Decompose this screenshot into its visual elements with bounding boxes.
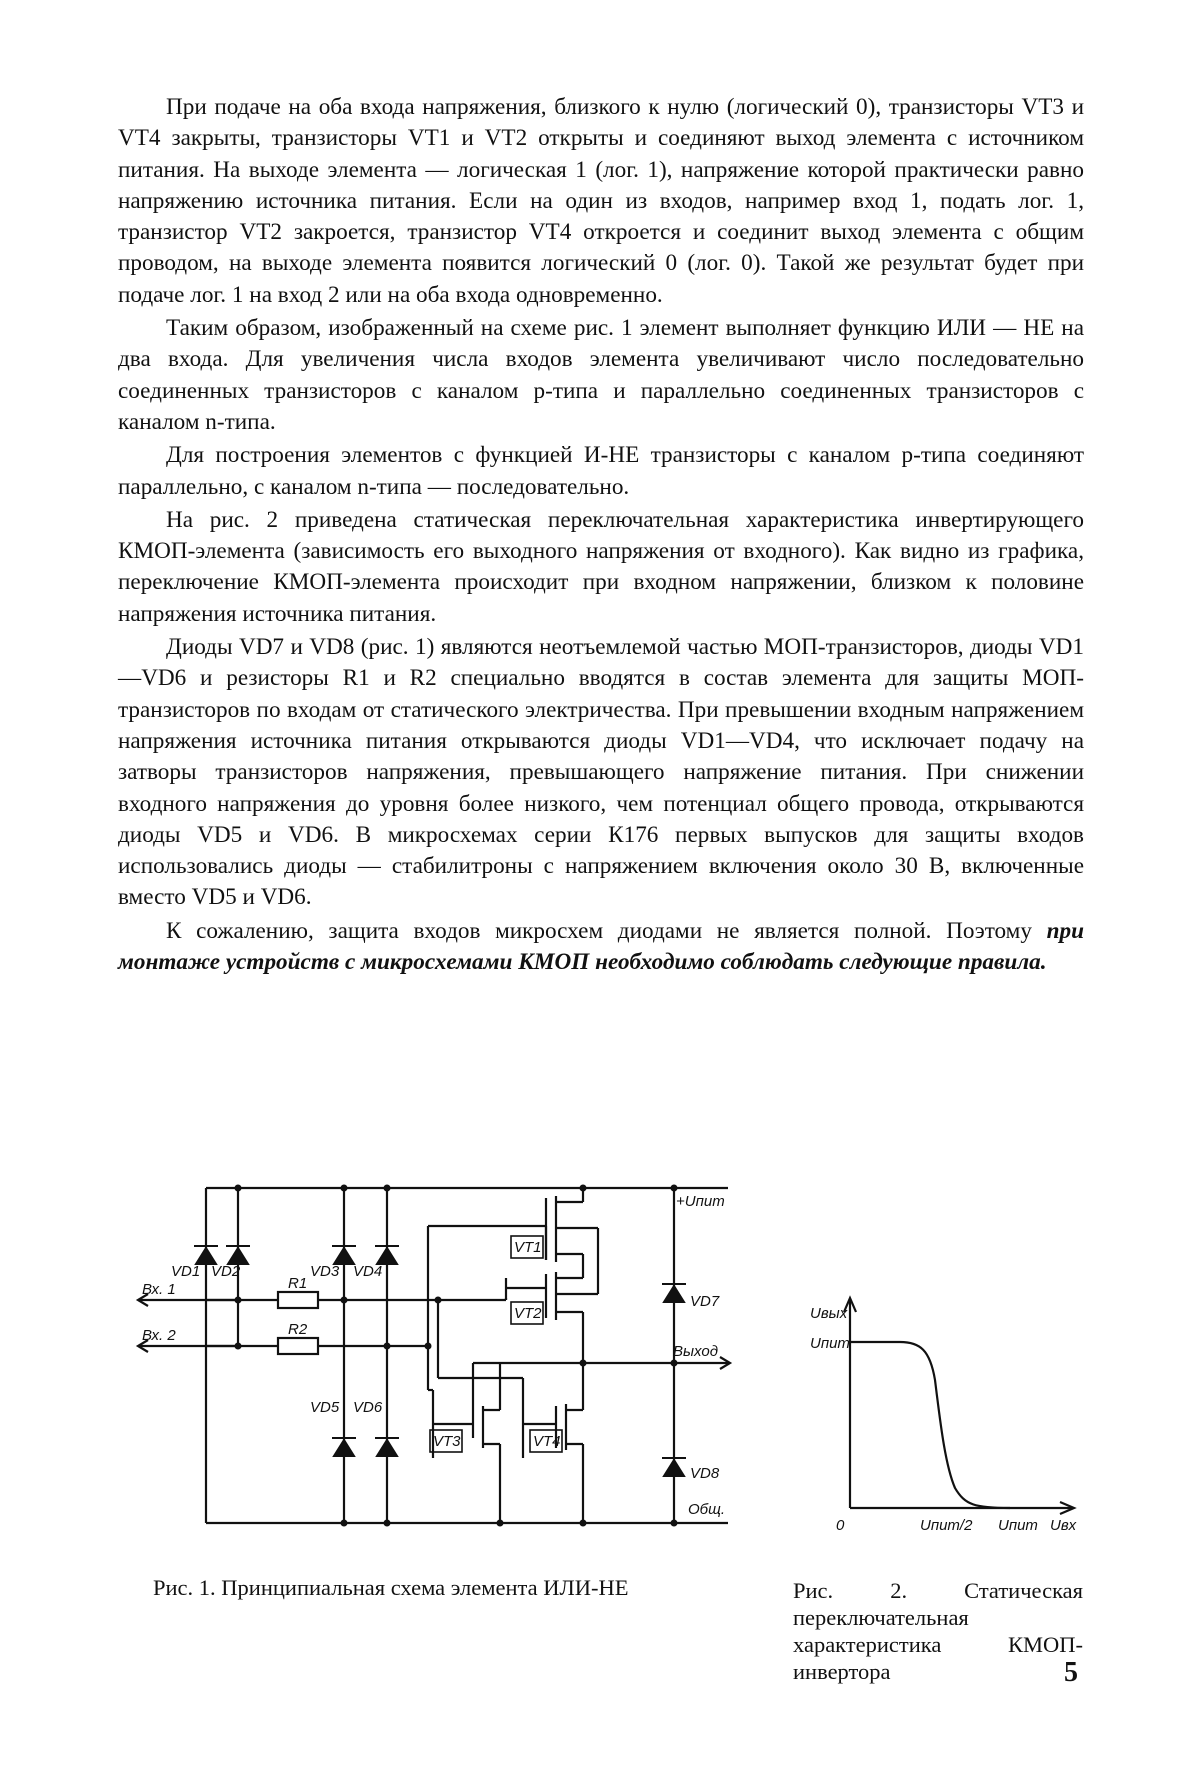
- vt4-label: VT4: [533, 1433, 561, 1450]
- vd4-label: VD4: [353, 1263, 383, 1280]
- body-text: [118, 92, 1084, 980]
- y-axis-label: Uвых: [810, 1305, 848, 1322]
- vpos-label: +Uпит: [676, 1193, 725, 1210]
- y-tick-label: Uпит: [810, 1335, 850, 1352]
- paragraph-emphasis: при монтаже устройств с микросхемами КМОП необходимо соблюдать следующие правила.: [118, 917, 1084, 976]
- figure2-chart: [780, 1290, 1080, 1540]
- x-half-label: Uпит/2: [920, 1517, 973, 1534]
- vt1-label: VT1: [514, 1239, 542, 1256]
- paragraph: На рис. 2 приведена статическая переключательная характеристика инвертирующего КМОП-элемента (зависимость его выходного напряжения от входного). Как видно из графика, переключение КМОП-элемента происходит при входном напряжении, близком к половине напряжения источника питания.: [118, 506, 1084, 627]
- paragraph-lead: К сожалению, защита входов микросхем диодами не является полной. Поэтому: [166, 917, 1047, 944]
- input1-label: Вх. 1: [142, 1281, 176, 1298]
- r1-label: R1: [288, 1275, 308, 1292]
- figure2-caption: Рис. 2. Статическая переключательная характеристика КМОП-инвертора: [793, 1578, 1083, 1684]
- vd3-label: VD3: [310, 1263, 340, 1280]
- vd6-label: VD6: [353, 1399, 383, 1416]
- input2-label: Вх. 2: [142, 1327, 176, 1344]
- output-label: Выход: [673, 1343, 719, 1360]
- page-number: 5: [1064, 1657, 1078, 1688]
- paragraph: Таким образом, изображенный на схеме рис. 1 элемент выполняет функцию ИЛИ — НЕ на два входа. Для увеличения числа входов элемента увеличивают число последовательно соединенных транзисторов с каналом p-типа и параллельно соединенных транзисторов с каналом n-типа.: [118, 315, 1084, 435]
- vd1-label: VD1: [171, 1263, 201, 1280]
- paragraph: Для построения элементов с функцией И-НЕ транзисторы с каналом p-типа соединяют параллельно, с каналом n-типа — последовательно.: [118, 442, 1084, 500]
- vt3-label: VT3: [433, 1433, 461, 1450]
- vd5-label: VD5: [310, 1399, 340, 1416]
- paragraph: При подаче на оба входа напряжения, близкого к нулю (логический 0), транзисторы VT3 и VT4 закрыты, транзисторы VT1 и VT2 открыты и соединяют выход элемента с источником питания. На выходе элемента — логическая 1 (лог. 1), напряжение которой практически равно напряжению источника питания. Если на один из входов, например вход 1, подать лог. 1, транзистор VT2 закроется, транзистор VT4 откроется и соединит выход элемента с общим проводом, на выходе элемента появится логический 0 (лог. 0). Такой же результат будет при подаче лог. 1 на вход 2 или на оба входа одновременно.: [118, 94, 1084, 308]
- gnd-label: Общ.: [688, 1501, 726, 1518]
- vd2-label: VD2: [211, 1263, 241, 1280]
- vd7-label: VD7: [690, 1293, 720, 1310]
- vd8-label: VD8: [690, 1465, 720, 1482]
- vt2-label: VT2: [514, 1305, 542, 1322]
- r2-label: R2: [288, 1321, 308, 1338]
- paragraph-last: [118, 916, 1084, 979]
- figure1-caption: Рис. 1. Принципиальная схема элемента ИЛИ-НЕ: [153, 1575, 629, 1600]
- paragraph: Диоды VD7 и VD8 (рис. 1) являются неотъемлемой частью МОП-транзисторов, диоды VD1—VD6 и резисторы R1 и R2 специально вводятся в состав элемента для защиты МОП-транзисторов по входам от статического электричества. При превышении входным напряжением напряжения источника питания открываются диоды VD1—VD4, что исключает подачу на затворы транзисторов напряжения, превышающего напряжение питания. При снижении входного напряжения до уровня более низкого, чем потенциал общего провода, открываются диоды VD5 и VD6. В микросхемах серии К176 первых выпусков для защиты входов использовались диоды — стабилитроны с напряжением включения около 30 В, включенные вместо VD5 и VD6.: [118, 634, 1084, 911]
- figure1-schematic: [128, 1178, 748, 1543]
- origin-label: 0: [836, 1517, 845, 1534]
- x-axis-label: Uвх: [1050, 1517, 1077, 1534]
- x-full-label: Uпит: [998, 1517, 1038, 1534]
- transfer-curve: [850, 1342, 1010, 1508]
